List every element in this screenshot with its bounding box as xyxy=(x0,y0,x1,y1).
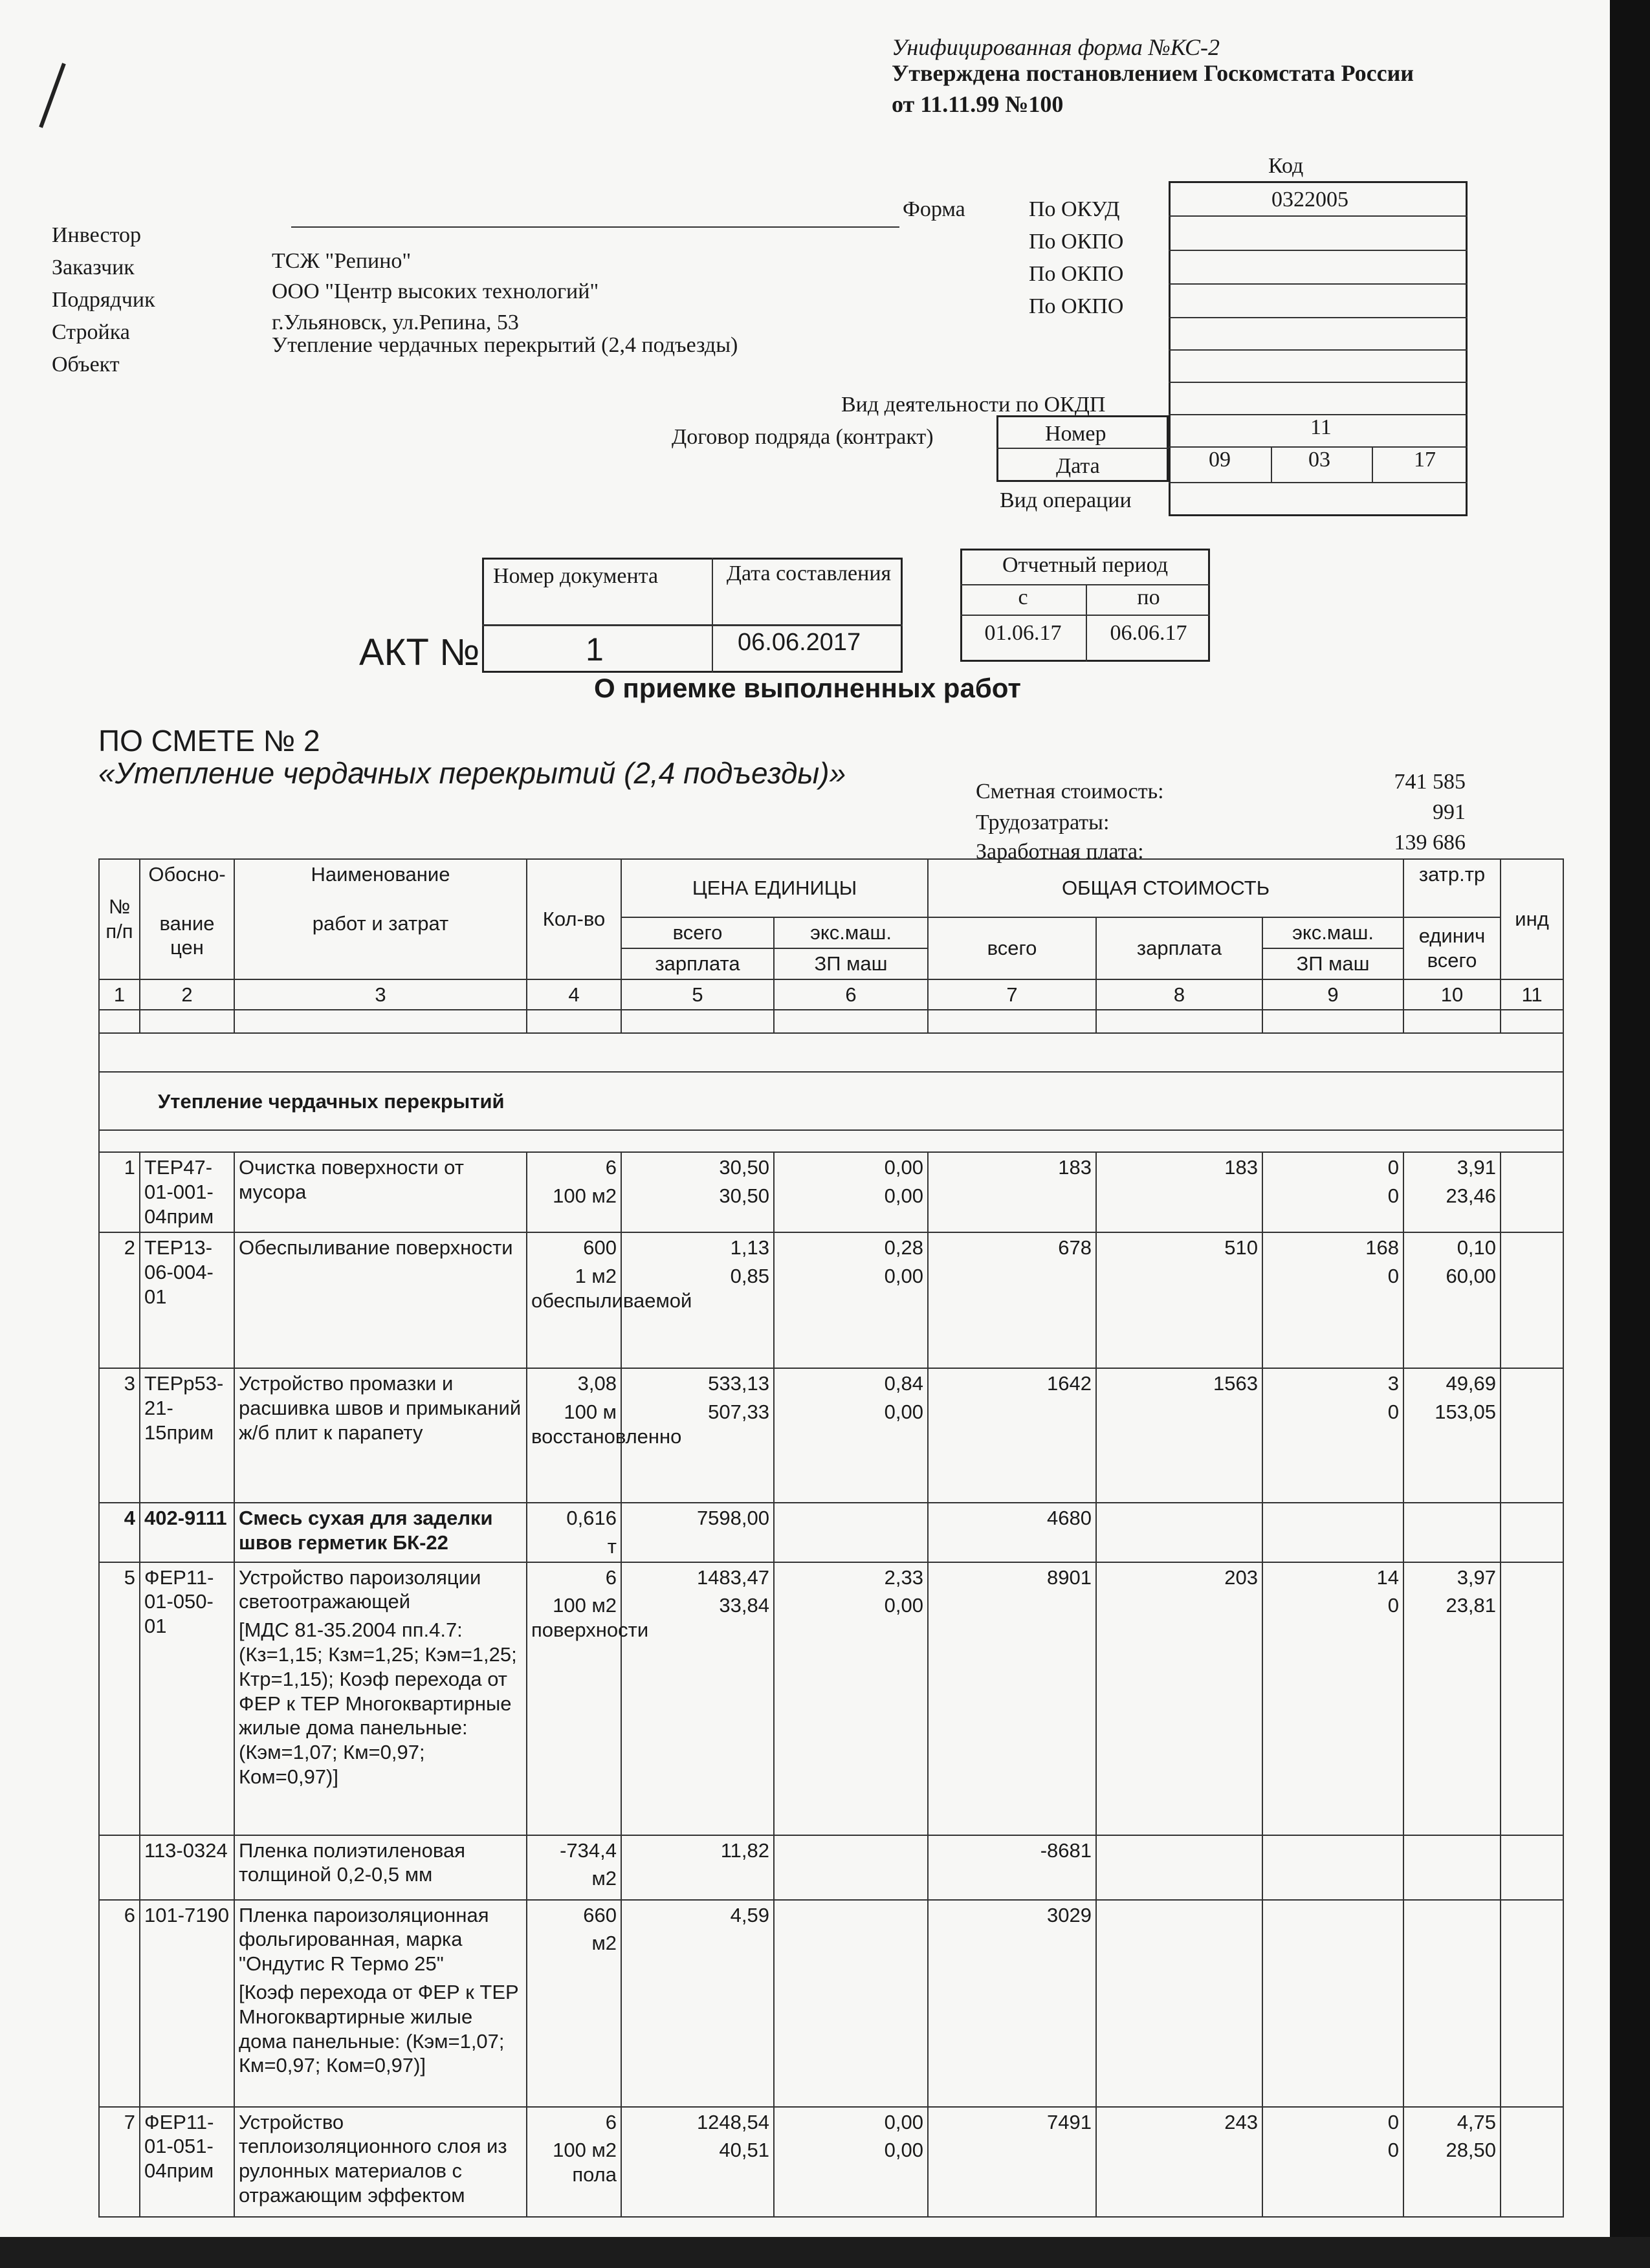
okpo1-label: По ОКПО xyxy=(1029,230,1124,254)
site-label: Стройка xyxy=(52,320,130,344)
th-price-ekmash: экс.маш. xyxy=(774,917,928,948)
akt-label: АКТ № xyxy=(359,631,480,673)
col-num: 10 xyxy=(1403,979,1501,1010)
investor-label: Инвестор xyxy=(52,223,142,247)
col-num: 4 xyxy=(527,979,621,1010)
salary-value: 139 686 xyxy=(1394,831,1466,855)
th-total-all: всего xyxy=(928,917,1096,979)
object-label: Объект xyxy=(52,353,120,376)
col-num: 9 xyxy=(1262,979,1403,1010)
col-num: 2 xyxy=(140,979,234,1010)
pen-mark xyxy=(39,63,66,128)
salary-label: Заработная плата: xyxy=(976,840,1144,864)
col-num: 8 xyxy=(1096,979,1262,1010)
col-num: 5 xyxy=(621,979,774,1010)
kod-title: Код xyxy=(1268,154,1304,178)
table-row: 6 101-7190 Пленка пароизоляционная фольгированная, марка "Ондутис R Термо 25" [Коэф перехода от ФЕР к ТЕР Многоквартирные жилые дома панельные: (Кэм=1,07; Км=0,97; Ком=0,97)] 660 м2 4,59 3029 xyxy=(99,1900,1563,2107)
th-qty: Кол-во xyxy=(527,859,621,979)
th-price-zpmash: ЗП маш xyxy=(774,948,928,979)
th-total-salary: зарплата xyxy=(1096,917,1262,979)
okpo3-label: По ОКПО xyxy=(1029,294,1124,318)
okud-value: 0322005 xyxy=(1271,188,1348,212)
site-value: г.Ульяновск, ул.Репина, 53 xyxy=(272,311,519,334)
date-year: 17 xyxy=(1414,448,1436,472)
th-total-ekmash: экс.маш. xyxy=(1262,917,1403,948)
okdp-label: Вид деятельности по ОКДП xyxy=(841,393,1106,417)
period-from: 01.06.17 xyxy=(984,621,1062,645)
th-ind: инд xyxy=(1501,859,1563,979)
table-row: 3 ТЕРр53-21-15прим Устройство промазки и расшивка швов и примыканий ж/б плит к парапету 3,08 100 м восстановленно 533,13 507,33 0,84 0,00 1642 1563 3 0 49,69 153,05 xyxy=(99,1368,1563,1503)
contractor-value: ООО "Центр высоких технологий" xyxy=(272,279,599,303)
contract-label: Договор подряда (контракт) xyxy=(672,425,934,449)
th-unit-price: ЦЕНА ЕДИНИЦЫ xyxy=(621,859,928,917)
th-total-zpmash: ЗП маш xyxy=(1262,948,1403,979)
number-value: 11 xyxy=(1310,415,1332,439)
table-row: 5 ФЕР11-01-050-01 Устройство пароизоляции светоотражающей [МДС 81-35.2004 пп.4.7: (Кз=1,15; Кзм=1,25; Кэм=1,25; Ктр=1,15); Коэф перехода от ФЕР к ТЕР Многоквартирные жилые дома панельные: (Кэм=1,07; Км=0,97; Ком=0,97)] 6 100 м2 поверхности 1483,47 33,84 2,33 0,00 8901 203 14 0 3,97 23,81 xyxy=(99,1562,1563,1835)
th-total: ОБЩАЯ СТОИМОСТЬ xyxy=(928,859,1403,917)
th-price-all: всего xyxy=(621,917,774,948)
estimate-name: «Утепление чердачных перекрытий (2,4 подъезды)» xyxy=(98,756,846,790)
doc-number: 1 xyxy=(586,631,604,668)
okud-label: По ОКУД xyxy=(1029,197,1120,221)
th-zatr: затр.тр xyxy=(1403,859,1501,917)
date-day: 09 xyxy=(1209,448,1231,472)
cost-label: Сметная стоимость: xyxy=(976,780,1164,803)
object-value: Утепление чердачных перекрытий (2,4 подъезды) xyxy=(272,333,738,357)
table-row: 113-0324 Пленка полиэтиленовая толщиной 0,2-0,5 мм -734,4 м2 11,82 -8681 xyxy=(99,1835,1563,1900)
approved-date: от 11.11.99 №100 xyxy=(892,91,1064,117)
cost-value: 741 585 xyxy=(1394,770,1466,794)
th-zatr-sub: единич всего xyxy=(1403,917,1501,979)
table-row: 1 ТЕР47-01-001-04прим Очистка поверхности от мусора 6 100 м2 30,50 30,50 0,00 0,00 183 183 0 0 3,91 23,46 xyxy=(99,1152,1563,1232)
th-price-salary: зарплата xyxy=(621,948,774,979)
th-basis: Обосно- вание цен xyxy=(140,859,234,979)
estimate-title: ПО СМЕТЕ № 2 xyxy=(98,724,320,758)
investor-line xyxy=(291,226,899,228)
date-label: Дата xyxy=(1056,454,1100,478)
approved-text: Утверждена постановлением Госкомстата России xyxy=(892,60,1414,86)
scan-edge-bottom xyxy=(0,2237,1650,2268)
works-table xyxy=(98,858,1564,2218)
okpo2-label: По ОКПО xyxy=(1029,262,1124,286)
customer-label: Заказчик xyxy=(52,256,135,279)
form-name: Унифицированная форма №КС-2 xyxy=(892,34,1220,60)
doc-date: 06.06.2017 xyxy=(738,629,861,656)
col-num: 1 xyxy=(99,979,140,1010)
customer-value: ТСЖ "Репино" xyxy=(272,249,412,273)
doc-number-header: Номер документа xyxy=(493,564,659,588)
table-row: 7 ФЕР11-01-051-04прим Устройство теплоизоляционного слоя из рулонных материалов с отражающим эффектом 6 100 м2 пола 1248,54 40,51 0,00 0,00 7491 243 0 0 4,75 28,50 xyxy=(99,2107,1563,2217)
col-num: 11 xyxy=(1501,979,1563,1010)
number-label: Номер xyxy=(1045,422,1106,446)
doc-date-header: Дата составления xyxy=(726,562,892,585)
col-num: 6 xyxy=(774,979,928,1010)
operation-label: Вид операции xyxy=(1000,488,1132,512)
table-row: 2 ТЕР13-06-004-01 Обеспыливание поверхности 600 1 м2 обеспыливаемой 1,13 0,85 0,28 0,00 678 510 168 0 0,10 60,00 xyxy=(99,1232,1563,1368)
labor-label: Трудозатраты: xyxy=(976,811,1110,834)
forma-label: Форма xyxy=(903,197,965,221)
col-num: 7 xyxy=(928,979,1096,1010)
akt-subtitle: О приемке выполненных работ xyxy=(594,673,1021,703)
period-header: Отчетный период xyxy=(1002,553,1168,577)
labor-value: 991 xyxy=(1433,800,1466,824)
period-to: 06.06.17 xyxy=(1110,621,1187,645)
th-num: № п/п xyxy=(99,859,140,979)
date-month: 03 xyxy=(1308,448,1330,472)
period-from-label: с xyxy=(1018,585,1028,609)
th-name: Наименование работ и затрат xyxy=(234,859,527,979)
contractor-label: Подрядчик xyxy=(52,288,155,312)
section-title: Утепление чердачных перекрытий xyxy=(99,1072,1563,1130)
table-row: 4 402-9111 Смесь сухая для заделки швов герметик БК-22 0,616 т 7598,00 4680 xyxy=(99,1503,1563,1562)
period-to-label: по xyxy=(1137,585,1160,609)
col-num: 3 xyxy=(234,979,527,1010)
scan-edge-right xyxy=(1610,0,1650,2268)
